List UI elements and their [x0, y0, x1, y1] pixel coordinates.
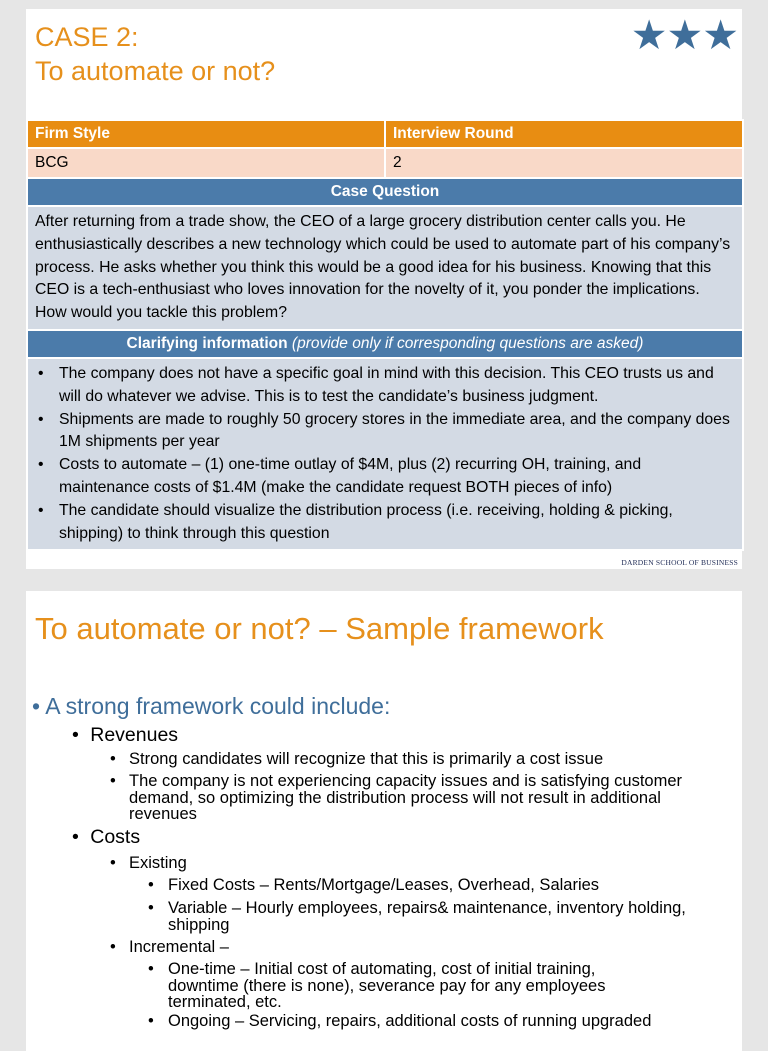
interview-round-header: Interview Round [385, 120, 743, 148]
clarifying-info [27, 358, 743, 550]
framework-intro-text: A strong framework could include: [45, 693, 391, 719]
clarifying-item: • The company does not have a specific goal in mind with this decision. This CEO trusts us and will do whatever we advise. This is to test the candidate’s business judgment. [59, 363, 735, 409]
bullet-icon: • [110, 750, 116, 768]
costs-heading: • Costs [72, 826, 141, 848]
bullet-icon: • [148, 899, 154, 917]
clarifying-item: • Costs to automate – (1) one-time outlay of $4M, plus (2) recurring OH, training, and maintenance costs of $1.4M (make the candidate request BOTH pieces of info) [59, 454, 735, 500]
framework-title: To automate or not? – Sample framework [35, 611, 604, 646]
case-number: CASE 2: [35, 22, 139, 52]
case-question-header: Case Question [27, 178, 743, 206]
framework-slide [26, 591, 742, 1051]
firm-style-value: BCG [27, 148, 385, 178]
clarifying-note: (provide only if corresponding questions are asked) [291, 334, 644, 352]
case-slide [26, 9, 742, 569]
revenues-heading: • Revenues [72, 724, 179, 746]
incremental-costs-label: • Incremental – [110, 938, 229, 956]
difficulty-stars-icon: ★★★ [630, 12, 738, 58]
incremental-cost-item: • Ongoing – Servicing, repairs, additional costs of running upgraded [148, 1012, 652, 1030]
firm-style-header: Firm Style [27, 120, 385, 148]
clarifying-item: • The candidate should visualize the distribution process (i.e. receiving, holding & picking, shipping) to think through this question [59, 500, 735, 546]
bullet-icon: • [32, 693, 41, 719]
bullet-icon: • [72, 724, 79, 746]
case-question-text: After returning from a trade show, the CEO of a large grocery distribution center calls you. He enthusiastically describes a new technology which could be used to automate part of his company’s process. He asks whether you think this would be a good idea for his business. Knowing that this CEO is a tech-enthusiast who loves innovation for the novelty of it, you ponder the implications. How would you tackle this problem? [27, 206, 743, 330]
case-name: To automate or not? [35, 56, 276, 86]
bullet-icon: • [148, 876, 154, 894]
clarifying-header [27, 330, 743, 358]
bullet-icon: • [148, 1012, 154, 1030]
interview-round-value: 2 [385, 148, 743, 178]
framework-intro [32, 693, 390, 720]
case-title [35, 20, 275, 88]
existing-cost-item: • Fixed Costs – Rents/Mortgage/Leases, Overhead, Salaries [148, 876, 600, 894]
bullet-icon: • [110, 772, 116, 790]
existing-cost-item: • Variable – Hourly employees, repairs& maintenance, inventory holding, shipping [148, 899, 686, 934]
bullet-icon: • [72, 826, 79, 848]
revenue-point: • The company is not experiencing capacity issues and is satisfying customer demand, so optimizing the distribution process will not result in additional revenues [110, 772, 683, 823]
incremental-cost-item: • One-time – Initial cost of automating, cost of initial training, downtime (there is none), severance pay for any employees terminated, etc. [148, 960, 606, 1011]
bullet-icon: • [110, 854, 116, 872]
clarifying-label: Clarifying information [126, 334, 288, 352]
revenue-point: • Strong candidates will recognize that this is primarily a cost issue [110, 750, 604, 768]
case-table [26, 119, 744, 551]
bullet-icon: • [148, 960, 154, 978]
bullet-icon: • [110, 938, 116, 956]
existing-costs-label: • Existing [110, 854, 187, 872]
darden-logo: DARDEN SCHOOL OF BUSINESS [621, 558, 738, 567]
clarifying-item: • Shipments are made to roughly 50 grocery stores in the immediate area, and the company does 1M shipments per year [59, 409, 735, 455]
